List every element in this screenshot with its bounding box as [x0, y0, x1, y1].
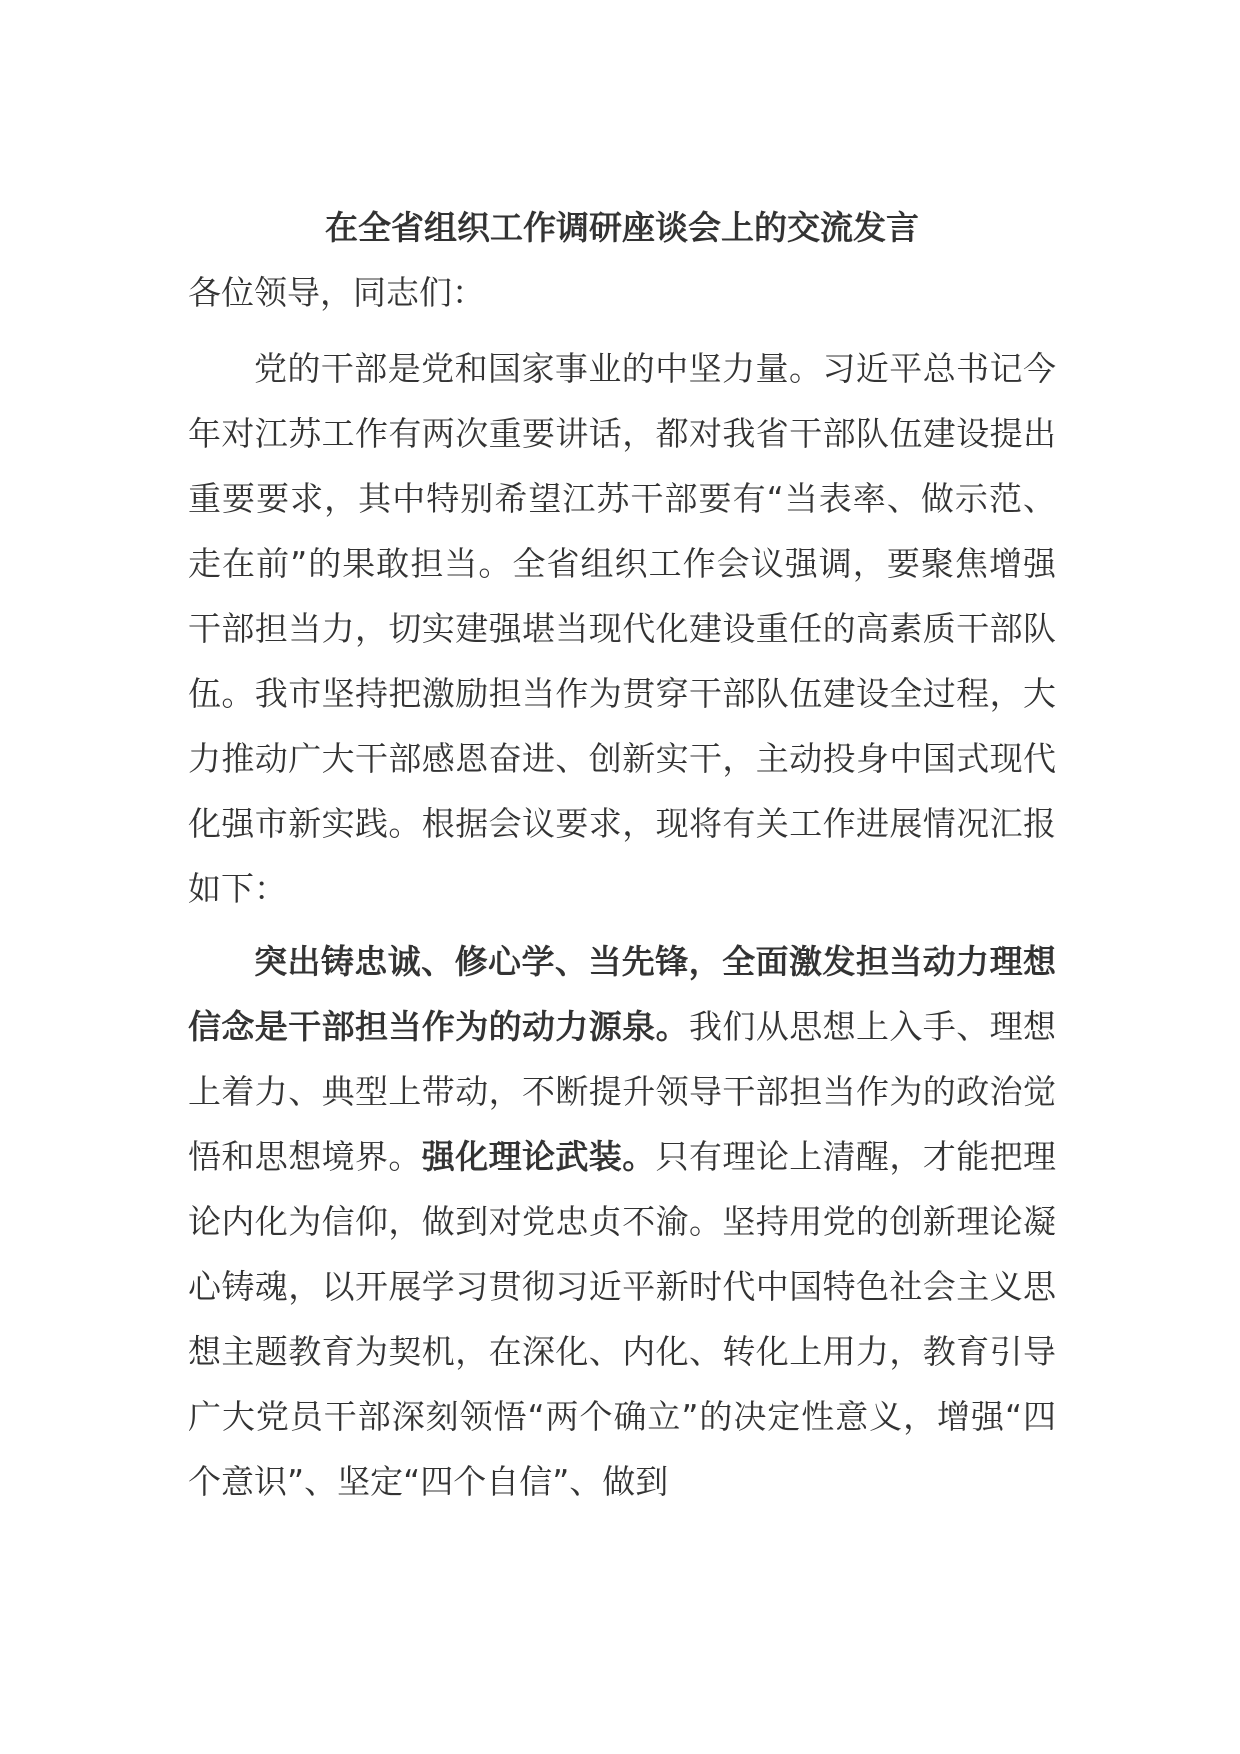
section-text-2: 只有理论上清醒，才能把理论内化为信仰，做到对党忠贞不渝。坚持用党的创新理论凝心铸魂，以开展学习贯彻习近平新时代中国特色社会主义思想主题教育为契机，在深化、内化、转化上用力，教育引导广大党员干部深刻领悟“两个确立”的决定性意义，增强“四个意识”、坚定“四个自信”、做到 [188, 1137, 1057, 1501]
section-heading: 突出铸忠诚、修心学、当先锋，全面激发担当动力理想信念是干部担当作为的动力源泉。 [188, 942, 1056, 1046]
document-body [188, 200, 1056, 1522]
section-text-1: 我们从思想上入手、理想上着力、典型上带动，不断提升领导干部担当作为的政治觉悟和思想境界。 [188, 1007, 1057, 1176]
paragraph-intro: 党的干部是党和国家事业的中坚力量。习近平总书记今年对江苏工作有两次重要讲话，都对我省干部队伍建设提出重要要求，其中特别希望江苏干部要有“当表率、做示范、走在前”的果敢担当。全省组织工作会议强调，要聚焦增强干部担当力，切实建强堪当现代化建设重任的高素质干部队伍。我市坚持把激励担当作为贯穿干部队伍建设全过程，大力推动广大干部感恩奋进、创新实干，主动投身中国式现代化强市新实践。根据会议要求，现将有关工作进展情况汇报如下： [188, 349, 1056, 908]
paragraph-section-one [188, 929, 1056, 1514]
salutation: 各位领导，同志们： [188, 273, 485, 312]
document-title: 在全省组织工作调研座谈会上的交流发言 [325, 208, 919, 247]
section-subheading: 强化理论武装。 [421, 1137, 656, 1176]
